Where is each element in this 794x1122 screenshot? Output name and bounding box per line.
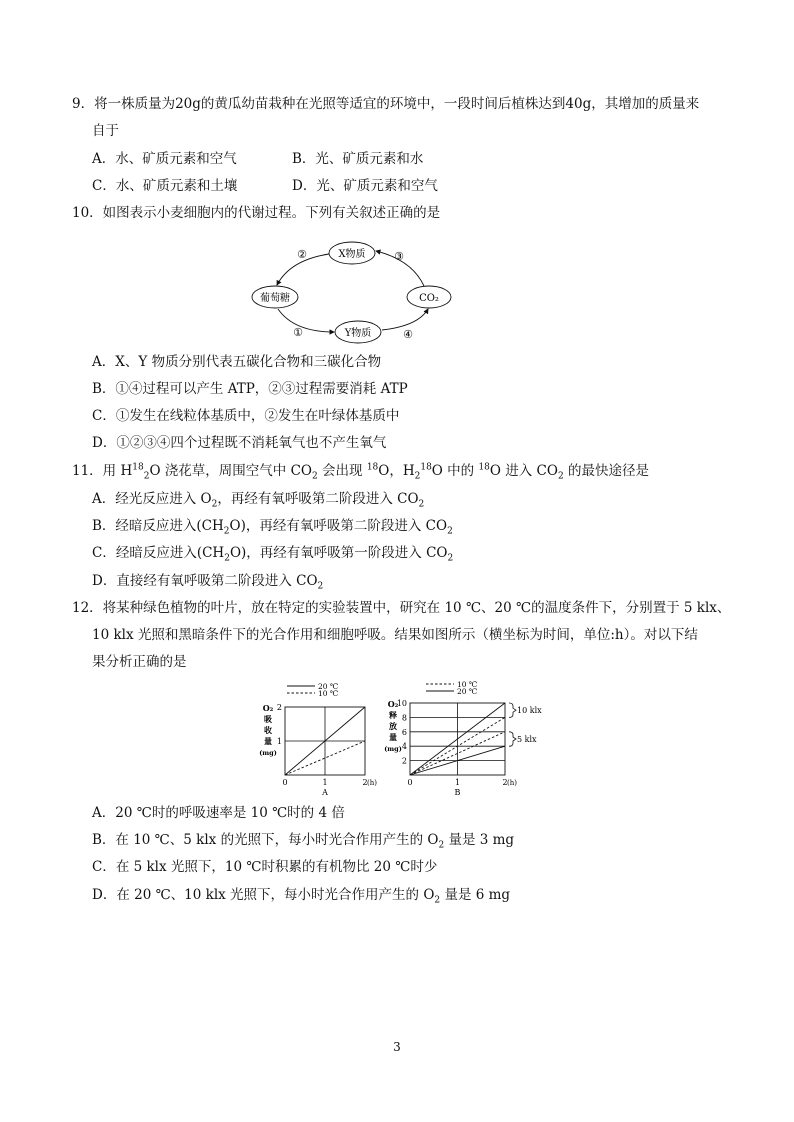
y-axis-label: O₂ bbox=[387, 699, 399, 709]
arrow-y-to-co2 bbox=[382, 309, 428, 330]
y-axis-label: 吸 bbox=[264, 714, 272, 724]
light-brace bbox=[509, 703, 516, 717]
q12-stem-cont1: 10 klx 光照和黑暗条件下的光合作用和细胞呼吸。结果如图所示（横坐标为时间，单位:h）。对以下结 bbox=[92, 627, 698, 643]
page-number: 3 bbox=[393, 1040, 401, 1054]
y-axis-label: (mg) bbox=[259, 749, 277, 757]
chart-title: A bbox=[322, 788, 328, 796]
y-axis-label: 释 bbox=[389, 710, 397, 720]
q12-option-d: D．在 20 ℃、10 klx 光照下，每小时光合作用产生的 $O_2$ 量是 6 mg bbox=[92, 887, 511, 906]
y-tick-label: 6 bbox=[401, 727, 407, 737]
legend-label: 10 ℃ bbox=[318, 689, 339, 698]
q11-option-d: D．直接经有氧呼吸第二阶段进入 $CO_2$ bbox=[92, 573, 324, 592]
step-1-label: ① bbox=[293, 326, 303, 339]
arrow-glucose-to-y bbox=[278, 309, 334, 332]
step-3-label: ③ bbox=[394, 250, 404, 263]
chart-b bbox=[380, 678, 560, 796]
y-tick-label: 2 bbox=[401, 756, 407, 766]
node-y-label: Y物质 bbox=[344, 328, 372, 339]
x-tick-label: 1 bbox=[322, 778, 328, 787]
step-4-label: ④ bbox=[403, 328, 413, 341]
q10-option-c: C．①发生在线粒体基质中，②发生在叶绿体基质中 bbox=[92, 408, 400, 424]
legend-label: 20 ℃ bbox=[457, 687, 478, 696]
chart-a bbox=[255, 678, 380, 796]
q9-stem-cont: 自于 bbox=[92, 123, 119, 139]
q10-option-d: D．①②③④四个过程既不消耗氧气也不产生氧气 bbox=[92, 435, 387, 451]
q11-stem: 11．用 $H^{18}_2O$ 浇花草，周围空气中 $CO_2$ 会出现 $^{18}$O，$H_2^{18}O$ 中的 $^{18}$O 进入 $CO_2$ 的最快途径是 bbox=[72, 462, 649, 482]
q10-metabolism-diagram bbox=[250, 238, 455, 346]
x-tick-label: 2 bbox=[502, 778, 508, 787]
q12-option-c: C．在 5 klx 光照下，10 ℃时积累的有机物比 20 ℃时少 bbox=[92, 859, 438, 875]
light-label: 10 klx bbox=[517, 706, 542, 716]
light-brace bbox=[509, 732, 516, 746]
x-tick-label: 2 bbox=[362, 778, 368, 787]
node-x-label: X物质 bbox=[338, 249, 366, 260]
y-axis-label: 收 bbox=[264, 725, 272, 735]
q11-option-b: B．经暗反应进入$(CH_2O)$，再经有氧呼吸第二阶段进入 $CO_2$ bbox=[92, 518, 453, 537]
node-co2-label: CO₂ bbox=[419, 293, 439, 304]
chart-title: B bbox=[454, 788, 461, 796]
q10-stem: 10．如图表示小麦细胞内的代谢过程。下列有关叙述正确的是 bbox=[72, 205, 441, 221]
y-axis-label: (mg) bbox=[384, 745, 402, 753]
q9-option-c: C．水、矿质元素和土壤 bbox=[92, 178, 238, 194]
q11-option-c: C．经暗反应进入$(CH_2O)$，再经有氧呼吸第一阶段进入 $CO_2$ bbox=[92, 545, 454, 564]
y-axis-label: 量 bbox=[389, 732, 397, 742]
q12-stem-cont2: 果分析正确的是 bbox=[92, 654, 187, 670]
x-tick-label: 0 bbox=[407, 778, 413, 787]
legend-label: 10 ℃ bbox=[457, 680, 478, 689]
q10-option-a: A．X、Y 物质分别代表五碳化合物和三碳化合物 bbox=[92, 354, 382, 370]
step-2-label: ② bbox=[297, 248, 307, 261]
y-tick-label: 10 bbox=[396, 699, 407, 708]
y-axis-label: O₂ bbox=[262, 703, 274, 713]
y-tick-label: 1 bbox=[276, 737, 282, 746]
y-tick-label: 8 bbox=[401, 713, 407, 723]
light-label: 5 klx bbox=[517, 735, 537, 744]
legend-label: 20 ℃ bbox=[318, 682, 339, 691]
q12-stem: 12．将某种绿色植物的叶片，放在特定的实验装置中，研究在 10 ℃、20 ℃的温度条件下，分别置于 5 klx、 bbox=[72, 600, 731, 616]
q11-option-a: A．经光反应进入 $O_2$，再经有氧呼吸第二阶段进入 $CO_2$ bbox=[92, 491, 425, 510]
q9-stem: 9．将一株质量为20g的黄瓜幼苗栽种在光照等适宜的环境中，一段时间后植株达到40g，其增加的质量来 bbox=[72, 96, 700, 112]
y-axis-label: 量 bbox=[264, 736, 272, 746]
q9-option-d: D．光、矿质元素和空气 bbox=[292, 178, 438, 194]
y-tick-label: 2 bbox=[276, 703, 282, 712]
q9-option-b: B．光、矿质元素和水 bbox=[292, 151, 424, 167]
y-tick-label: 4 bbox=[401, 742, 407, 752]
x-axis-unit: (h) bbox=[367, 779, 377, 787]
q10-option-b: B．①④过程可以产生 ATP，②③过程需要消耗 ATP bbox=[92, 381, 408, 397]
x-tick-label: 1 bbox=[454, 778, 461, 787]
node-glucose-label: 葡萄糖 bbox=[260, 293, 290, 304]
x-tick-label: 0 bbox=[282, 778, 288, 787]
q12-option-a: A．20 ℃时的呼吸速率是 10 ℃时的 4 倍 bbox=[92, 805, 345, 821]
y-axis-label: 放 bbox=[389, 721, 397, 731]
q9-option-a: A．水、矿质元素和空气 bbox=[92, 151, 237, 167]
x-axis-unit: (h) bbox=[507, 779, 517, 787]
q12-option-b: B．在 10 ℃、5 klx 的光照下，每小时光合作用产生的 $O_2$ 量是 3 mg bbox=[92, 832, 515, 851]
